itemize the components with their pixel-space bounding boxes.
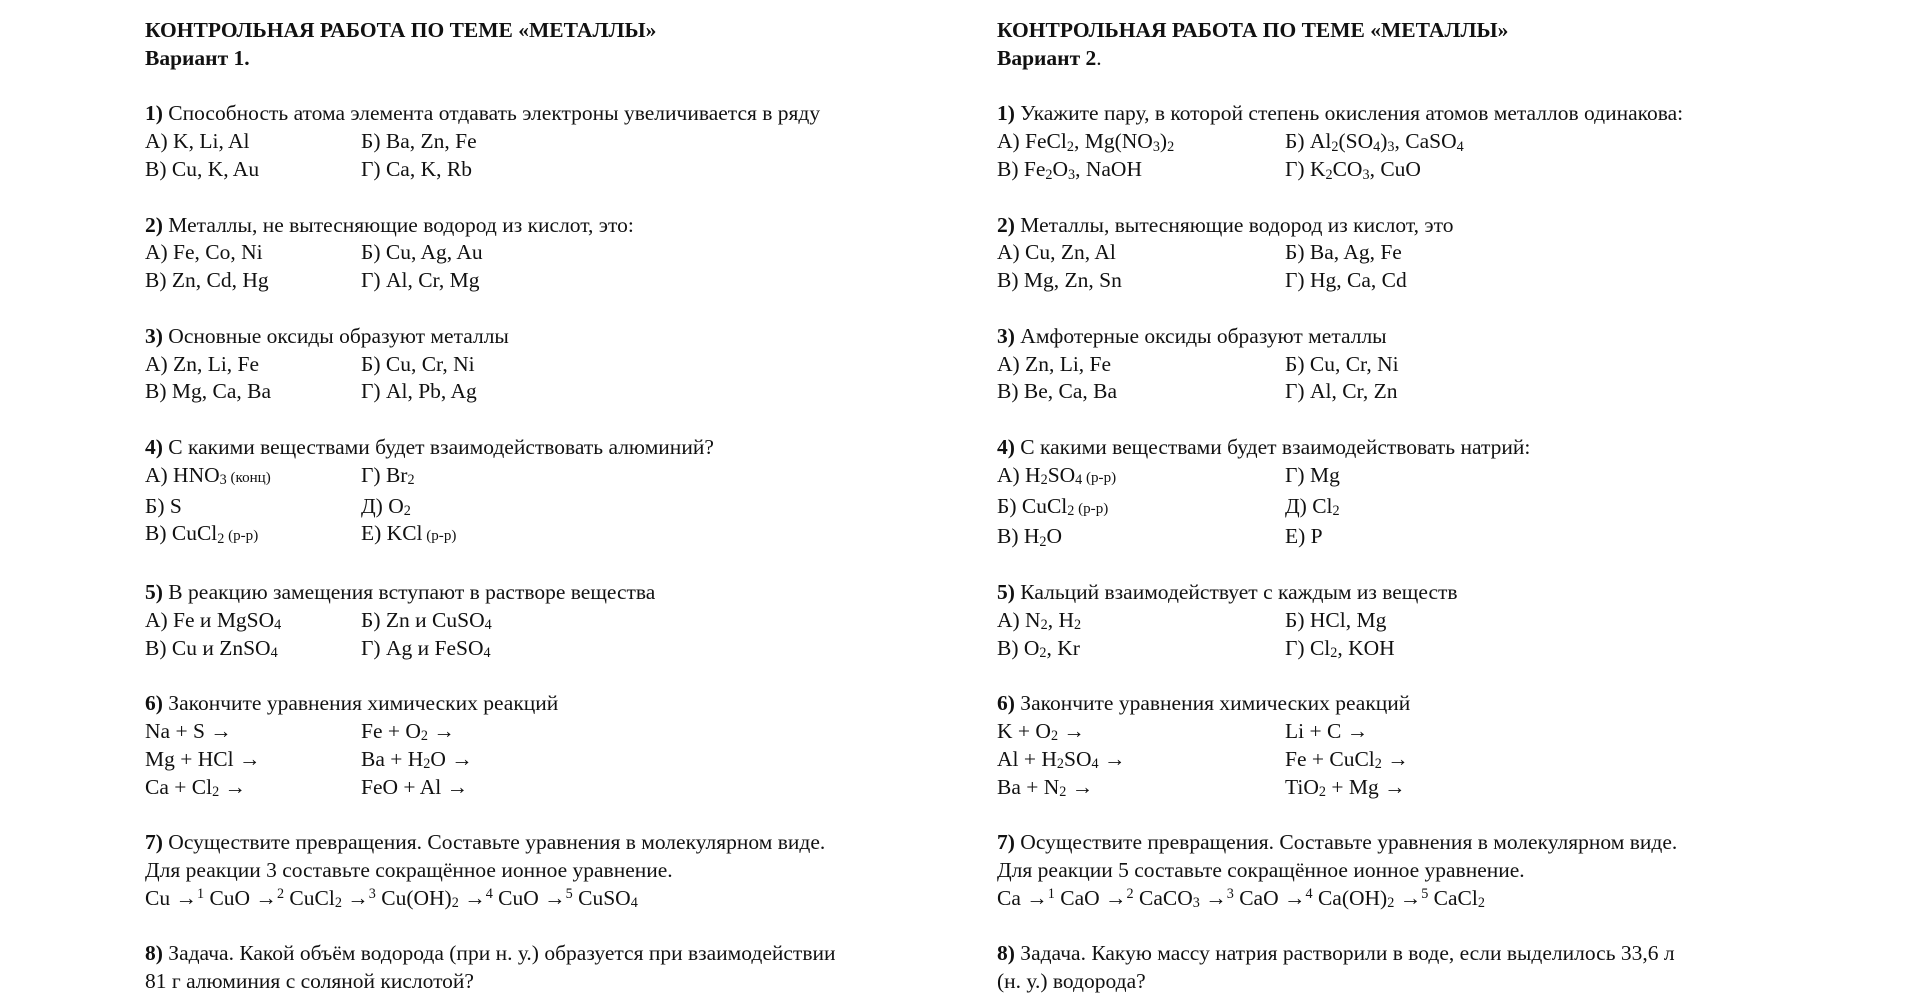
- answer-row: [997, 493, 1897, 524]
- answer-option: А) FeCl$_2$, $Mg(NO_3)_2$: [997, 129, 1175, 155]
- answer-option: А) Cu, Zn, Al: [997, 240, 1116, 265]
- answer-option: А) $N_2$, $H_2$: [997, 607, 1082, 634]
- question-text: 6) Закончите уравнения химических реакций: [145, 691, 559, 716]
- question-text: 1) Способность атома элемента отдавать электроны увеличивается в ряду: [145, 101, 821, 126]
- answer-row: [145, 351, 975, 379]
- variant-label: Вариант 1.: [145, 45, 250, 70]
- answer-row: [145, 128, 975, 156]
- question-text: 6) Закончите уравнения химических реакций: [997, 691, 1411, 716]
- answer-row: [997, 239, 1897, 267]
- answer-option: В) Cu и ZnSO$_4$: [145, 635, 278, 662]
- reaction-equation: $Ba + H_2O$ →: [361, 746, 473, 773]
- question-5: [145, 579, 975, 662]
- answer-option: Г) Al, Cr, Mg: [361, 268, 480, 293]
- reaction-row: [997, 746, 1897, 774]
- question-8: [145, 940, 975, 996]
- variant-1-header: [145, 17, 975, 73]
- answer-option: Б) $Al_2(SO_4)_3$, CaSO$_4$: [1285, 129, 1464, 155]
- question-3: [145, 323, 975, 406]
- question-2: [997, 212, 1897, 295]
- transformation-chain: Cu →$^1$ CuO →$^2$ CuCl$_2$ →$^3$ $Cu(OH)_2 \to^4$ CuO →$^5$ CuSO$_4$: [145, 885, 638, 912]
- answer-row: [997, 128, 1897, 156]
- question-text: 7) Осуществите превращения. Составьте уравнения в молекулярном виде.: [997, 830, 1678, 855]
- answer-option: В) Mg, Zn, Sn: [997, 268, 1122, 293]
- reaction-equation: $Ba + N_2$ →: [997, 774, 1094, 801]
- reaction-equation: $Al + H_2SO_4$ →: [997, 746, 1126, 773]
- answer-option: А) Zn, Li, Fe: [145, 351, 260, 376]
- reaction-equation: Mg + HCl →: [145, 746, 261, 771]
- answer-row: [145, 635, 975, 663]
- question-5: [997, 579, 1897, 662]
- answer-row: [145, 267, 975, 295]
- question-6: [997, 690, 1897, 801]
- question-text: 2) Металлы, не вытесняющие водород из кислот, это:: [145, 212, 634, 237]
- answer-option: А) $H_2SO_4$ (р-р): [997, 462, 1117, 489]
- answer-option: Б) Ba, Zn, Fe: [361, 129, 477, 154]
- question-1: [145, 100, 975, 183]
- worksheet-title: КОНТРОЛЬНАЯ РАБОТА ПО ТЕМЕ «МЕТАЛЛЫ»: [997, 18, 1509, 42]
- answer-option: В) Mg, Ca, Ba: [145, 379, 272, 404]
- answer-option: В) $Fe_2O_3$, NaOH: [997, 156, 1142, 183]
- answer-row: [997, 267, 1897, 295]
- question-6: [145, 690, 975, 801]
- answer-option: В) $H_2O$: [997, 524, 1063, 550]
- answer-row: [997, 378, 1897, 406]
- answer-option: А) Fe и MgSO$_4$: [145, 607, 282, 634]
- answer-option: Г) Mg: [1285, 462, 1340, 487]
- answer-option: Б) Cu, Cr, Ni: [1285, 351, 1399, 376]
- answer-option: В) CuCl$_2$ (р-р): [145, 521, 259, 547]
- answer-option: Б) Cu, Ag, Au: [361, 240, 483, 265]
- answer-option: Г) Ca, K, Rb: [361, 156, 472, 181]
- answer-option: А) K, Li, Al: [145, 129, 250, 154]
- answer-option: Г) Al, Cr, Zn: [1285, 379, 1398, 404]
- question-text-line-2: Для реакции 3 составьте сокращённое ионное уравнение.: [145, 857, 673, 882]
- answer-option: А) Zn, Li, Fe: [997, 351, 1112, 376]
- answer-row: [145, 378, 975, 406]
- answer-row: [997, 462, 1897, 493]
- question-7: [145, 829, 975, 912]
- question-text: 8) Задача. Какой объём водорода (при н. у.) образуется при взаимодействии: [145, 941, 836, 966]
- question-1: [997, 100, 1897, 183]
- answer-row: [145, 493, 975, 521]
- answer-option: Е) KCl (р-р): [361, 521, 457, 546]
- answer-option: Г) $Br_2$: [361, 462, 415, 489]
- variant-2-header: [997, 17, 1897, 73]
- answer-option: А) $HNO_3$ (конц): [145, 462, 271, 489]
- question-text: 5) В реакцию замещения вступают в растворе вещества: [145, 579, 656, 604]
- question-text-line-2: Для реакции 5 составьте сокращённое ионное уравнение.: [997, 857, 1525, 882]
- answer-option: А) Fe, Co, Ni: [145, 240, 263, 265]
- question-4: [997, 434, 1897, 551]
- answer-row: [145, 462, 975, 493]
- reaction-equation: FeO + Al →: [361, 774, 469, 799]
- answer-option: Е) P: [1285, 524, 1323, 549]
- answer-row: [997, 635, 1897, 663]
- question-text: 3) Основные оксиды образуют металлы: [145, 323, 509, 348]
- reaction-equation: $K + O_2$ →: [997, 718, 1085, 745]
- question-text: 2) Металлы, вытесняющие водород из кислот, это: [997, 212, 1454, 237]
- reaction-equation: Li + C →: [1285, 718, 1369, 743]
- answer-option: Г) Hg, Ca, Cd: [1285, 268, 1407, 293]
- answer-option: Б) HCl, Mg: [1285, 607, 1387, 632]
- question-4: [145, 434, 975, 551]
- question-2: [145, 212, 975, 295]
- question-3: [997, 323, 1897, 406]
- worksheet-title: КОНТРОЛЬНАЯ РАБОТА ПО ТЕМЕ «МЕТАЛЛЫ»: [145, 18, 657, 42]
- answer-option: Г) $K_2CO_3$, CuO: [1285, 156, 1421, 183]
- answer-option: Г) Al, Pb, Ag: [361, 379, 477, 404]
- variant-1-column: [145, 17, 975, 996]
- answer-option: Б) Zn и CuSO$_4$: [361, 607, 492, 634]
- answer-option: Б) Ba, Ag, Fe: [1285, 240, 1402, 265]
- answer-option: В) Cu, K, Au: [145, 156, 260, 181]
- reaction-row: [145, 746, 975, 774]
- reaction-equation: $Ca + Cl_2$ →: [145, 774, 247, 801]
- question-text: 5) Кальций взаимодействует с каждым из веществ: [997, 579, 1458, 604]
- question-text: 3) Амфотерные оксиды образуют металлы: [997, 323, 1387, 348]
- answer-row: [145, 607, 975, 635]
- question-text: 8) Задача. Какую массу натрия растворили в воде, если выделилось 33,6 л: [997, 941, 1675, 966]
- answer-row: [145, 156, 975, 184]
- question-text: 7) Осуществите превращения. Составьте уравнения в молекулярном виде.: [145, 830, 826, 855]
- variant-2-column: [997, 17, 1897, 996]
- question-8: [997, 940, 1897, 996]
- question-text: 4) С какими веществами будет взаимодействовать алюминий?: [145, 434, 714, 459]
- answer-row: [997, 156, 1897, 184]
- answer-row: [997, 607, 1897, 635]
- answer-row: [145, 520, 975, 551]
- reaction-equation: Fe + CuCl$_2$ →: [1285, 746, 1409, 773]
- question-7: [997, 829, 1897, 912]
- question-text-line-2: (н. у.) водорода?: [997, 969, 1146, 994]
- answer-row: [997, 523, 1897, 551]
- transformation-chain: Ca →$^1$ CaO →$^2$ CaCO$_3$ →$^3$ CaO →$^4$ $Ca(OH)_2 \to^5$ CaCl$_2$: [997, 885, 1485, 912]
- answer-option: Г) $Cl_2$, KOH: [1285, 635, 1395, 662]
- answer-option: Г) Ag и FeSO$_4$: [361, 635, 491, 662]
- reaction-row: [145, 718, 975, 746]
- answer-option: В) $O_2$, Kr: [997, 635, 1080, 662]
- answer-option: Б) S: [145, 493, 182, 518]
- answer-option: Д) $O_2$: [361, 493, 411, 520]
- question-text: 4) С какими веществами будет взаимодействовать натрий:: [997, 434, 1531, 459]
- reaction-row: [145, 774, 975, 802]
- reaction-equation: TiO$_2$ + Mg →: [1285, 774, 1406, 801]
- variant-label: Вариант 2.: [997, 45, 1102, 70]
- reaction-equation: $Fe + O_2$ →: [361, 718, 455, 745]
- answer-option: В) Zn, Cd, Hg: [145, 268, 269, 293]
- answer-option: Б) CuCl$_2$ (р-р): [997, 493, 1109, 520]
- answer-row: [145, 239, 975, 267]
- answer-option: Б) Cu, Cr, Ni: [361, 351, 475, 376]
- reaction-row: [997, 774, 1897, 802]
- answer-row: [997, 351, 1897, 379]
- question-text-line-2: 81 г алюминия с соляной кислотой?: [145, 969, 474, 994]
- answer-option: В) Be, Ca, Ba: [997, 379, 1118, 404]
- answer-option: Д) $Cl_2$: [1285, 493, 1340, 520]
- question-text: 1) Укажите пару, в которой степень окисления атомов металлов одинакова:: [997, 101, 1684, 126]
- reaction-row: [997, 718, 1897, 746]
- reaction-equation: Na + S →: [145, 718, 232, 743]
